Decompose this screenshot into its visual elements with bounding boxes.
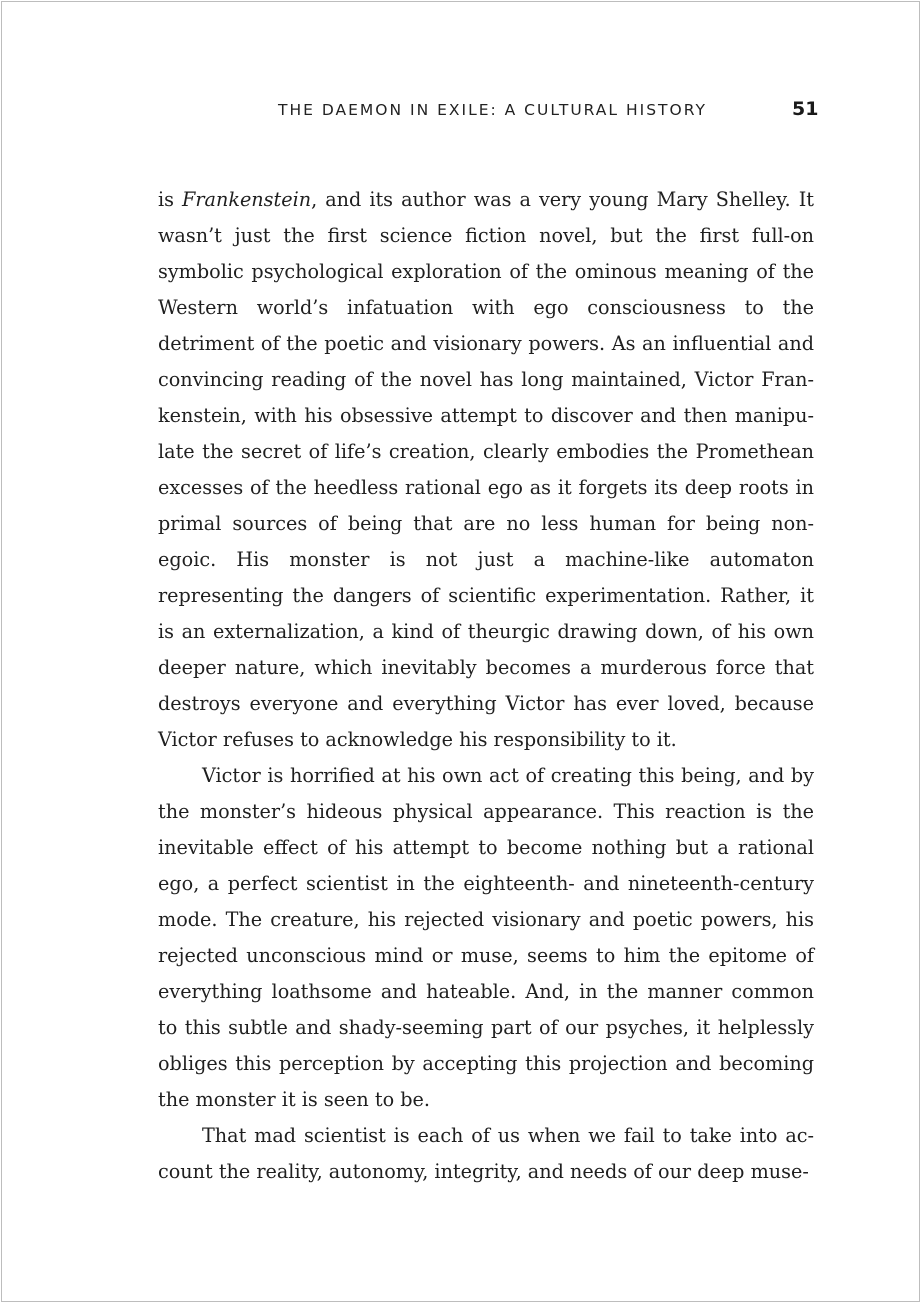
paragraph-3: That mad scientist is each of us when we fail to take into account the reality, autonomy, integrity, and needs of our deep muse-: [158, 1124, 814, 1183]
paragraph-1-intro: is: [158, 188, 183, 211]
paragraph-2: Victor is horrified at his own act of creating this being, and by the monster’s hideous physical appearance. This reaction is the inevitable effect of his attempt to become nothing but a rational ego, a perfect scientist in the eighteenth- and nineteenth-century mode. The creature, his rejected visionary and poetic powers, his rejected unconscious mind or muse, seems to him the epitome of everything loathsome and hateable. And, in the manner common to this subtle and shady-seeming part of our psyches, it helplessly obliges this perception by accepting this projection and becoming the monster it is seen to be.: [158, 764, 814, 1111]
body-text: [158, 182, 814, 1190]
paragraph-1-text: , and its author was a very young Mary Shelley. It wasn’t just the first science fiction novel, but the first full-on symbolic psychological exploration of the ominous meaning of the Western world’s infatuation with ego consciousness to the detriment of the poetic and visionary powers. As an influential and convincing reading of the novel has long maintained, Victor Frankenstein, with his obsessive attempt to discover and then manipulate the secret of life’s creation, clearly embodies the Promethean excesses of the heedless rational ego as it forgets its deep roots in primal sources of being that are no less human for being non-egoic. His monster is not just a machine-like automaton representing the dangers of scientific experimentation. Rather, it is an externalization, a kind of theurgic drawing down, of his own deeper nature, which inevitably becomes a murderous force that destroys everyone and everything Victor has ever loved, because Victor refuses to acknowledge his responsibility to it.: [158, 188, 814, 751]
book-title-italic: Frankenstein: [182, 188, 312, 211]
book-page: [1, 1, 920, 1302]
running-head: THE DAEMON IN EXILE: A CULTURAL HISTORY: [278, 101, 707, 119]
page-number: 51: [792, 98, 819, 120]
paragraph-1: [158, 182, 814, 758]
